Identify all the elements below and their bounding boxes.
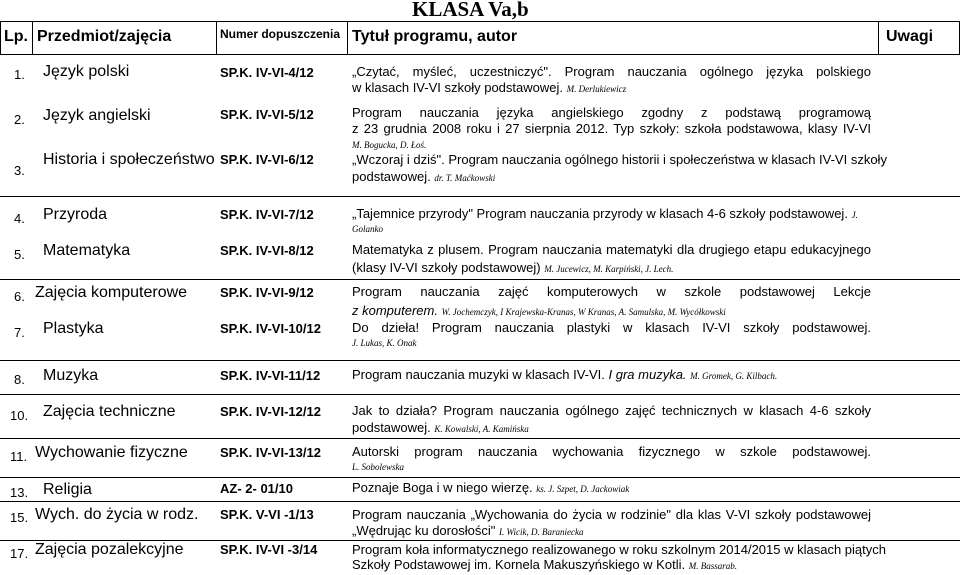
row-subject: Religia <box>43 481 92 498</box>
row-author: M. Gromek, G. Kilbach. <box>690 371 778 381</box>
row-code: SP.K. IV-VI-6/12 <box>220 152 314 167</box>
row-number: 4. <box>14 211 25 226</box>
row-author: K. Kowalski, A. Kamińska <box>434 424 529 434</box>
row-subject: Język angielski <box>43 107 151 124</box>
row-code: SP.K. IV-VI-11/12 <box>220 368 321 383</box>
row-author: M. Jucewicz, M. Karpiński, J. Lech. <box>544 264 674 274</box>
header-divider <box>32 21 33 54</box>
row-number: 17. <box>10 546 29 561</box>
row-number: 2. <box>14 112 25 127</box>
row-code: SP.K. IV-VI -3/14 <box>220 542 318 557</box>
row-subject: Język polski <box>43 63 130 80</box>
row-number: 15. <box>10 510 29 525</box>
row-divider <box>0 477 960 478</box>
row-program-line: „Tajemnice przyrody" Program nauczania przyrody w klasach 4-6 szkoły podstawowej. J. <box>352 206 858 221</box>
row-program-line: z komputerem. W. Jochemczyk, I Krajewska-Kranas, W Kranas, A. Samulska, M. Wycółkowski <box>352 303 726 318</box>
header-top-rule <box>0 21 960 22</box>
row-program-line: Jak to działa? Program nauczania ogólnego zajęć technicznych w klasach 4-6 szkoły <box>352 403 871 418</box>
row-code: SP.K. IV-VI-12/12 <box>220 404 321 419</box>
row-program-line: Program nauczania zajęć komputerowych w szkole podstawowej Lekcje <box>352 284 871 299</box>
header-lp: Lp. <box>4 28 28 45</box>
row-author: Golanko <box>352 224 383 234</box>
row-subject: Zajęcia pozalekcyjne <box>35 541 184 558</box>
row-subject: Wych. do życia w rodz. <box>35 506 199 523</box>
row-author: M. Bassarab. <box>688 561 737 571</box>
row-code: SP.K. IV-VI-4/12 <box>220 65 314 80</box>
row-code: SP.K. IV-VI-5/12 <box>220 107 314 122</box>
row-author: M. Bogucka, D. Łoś. <box>352 140 427 150</box>
row-program-line: (klasy IV-VI szkoły podstawowej) M. Jucewicz, M. Karpiński, J. Lech. <box>352 260 674 275</box>
row-program-line: podstawowej. dr. T. Maćkowski <box>352 169 496 184</box>
row-program-line: Szkoły Podstawowej im. Kornela Makuszyńskiego w Kotli. M. Bassarab. <box>352 557 737 572</box>
header-approval-number: Numer dopuszczenia <box>220 27 341 41</box>
header-notes: Uwagi <box>886 28 934 45</box>
row-author: dr. T. Maćkowski <box>434 173 496 183</box>
row-author: M. Derlukiewicz <box>566 84 627 94</box>
row-divider <box>0 360 960 361</box>
row-divider <box>0 394 960 395</box>
row-code: SP.K. IV-VI-13/12 <box>220 445 321 460</box>
row-number: 3. <box>14 163 25 178</box>
row-divider <box>0 279 960 280</box>
row-divider <box>0 438 960 439</box>
row-program-line: Program nauczania muzyki w klasach IV-VI. I gra muzyka. M. Gromek, G. Kilbach. <box>352 367 778 382</box>
row-program-line: Program nauczania „Wychowania do życia w rodzinie" dla klas V-VI szkoły podstawowej <box>352 507 871 522</box>
row-number: 5. <box>14 247 25 262</box>
row-code: AZ- 2- 01/10 <box>220 481 293 496</box>
row-program-line: Program nauczania języka angielskiego zgodny z podstawą programową <box>352 105 871 120</box>
row-code: SP.K. V-VI -1/13 <box>220 507 314 522</box>
row-number: 11. <box>10 449 28 464</box>
row-author: W. Jochemczyk, I Krajewska-Kranas, W Kranas, A. Samulska, M. Wycółkowski <box>441 307 726 317</box>
row-subject: Plastyka <box>43 320 104 337</box>
row-author: J. Lukas, K. Onak <box>352 338 417 348</box>
row-program-line: Poznaje Boga i w niego wierzę. ks. J. Szpet, D. Jackowiak <box>352 480 630 495</box>
header-bottom-rule <box>0 54 960 55</box>
row-number: 10. <box>10 408 29 423</box>
row-subject: Matematyka <box>43 242 131 259</box>
header-divider <box>347 21 348 54</box>
header-divider <box>216 21 217 54</box>
row-program-line: Do dzieła! Program nauczania plastyki w klasach IV-VI szkoły podstawowej. <box>352 320 871 335</box>
row-number: 1. <box>14 67 25 82</box>
row-author: I. Wicik, D. Baraniecka <box>498 527 584 537</box>
row-code: SP.K. IV-VI-9/12 <box>220 285 314 300</box>
row-program-line: z 23 grudnia 2008 roku i 27 sierpnia 2012. Typ szkoły: szkoła podstawowa, klasy IV-VI <box>352 121 871 136</box>
row-program-line: „Czytać, myśleć, uczestniczyć". Program nauczania ogólnego języka polskiego <box>352 64 871 79</box>
row-code: SP.K. IV-VI-7/12 <box>220 207 314 222</box>
row-number: 13. <box>10 485 29 500</box>
header-subject: Przedmiot/zajęcia <box>37 28 172 45</box>
header-program-title: Tytuł programu, autor <box>352 28 518 45</box>
page-title: KLASA Va,b <box>412 0 529 21</box>
row-subject: Muzyka <box>43 367 99 384</box>
row-author: J. <box>851 210 858 220</box>
row-number: 8. <box>14 372 25 387</box>
row-divider <box>0 501 960 502</box>
row-author: L. Sobolewska <box>352 462 405 472</box>
row-code: SP.K. IV-VI-8/12 <box>220 243 314 258</box>
row-program-line: podstawowej. K. Kowalski, A. Kamińska <box>352 420 529 435</box>
row-code: SP.K. IV-VI-10/12 <box>220 321 321 336</box>
row-subject: Zajęcia techniczne <box>43 403 176 420</box>
row-subject: Przyroda <box>43 206 108 223</box>
header-divider <box>878 21 879 54</box>
row-number: 6. <box>14 289 25 304</box>
row-subject: Historia i społeczeństwo <box>43 151 215 168</box>
row-subject: Zajęcia komputerowe <box>35 284 188 301</box>
row-program-line: Program koła informatycznego realizowanego w roku szkolnym 2014/2015 w klasach piątych <box>352 542 886 557</box>
row-author: ks. J. Szpet, D. Jackowiak <box>536 484 630 494</box>
row-subject: Wychowanie fizyczne <box>35 444 188 461</box>
row-number: 7. <box>14 325 25 340</box>
row-program-line: „Wędrując ku dorosłości" I. Wicik, D. Baraniecka <box>352 523 584 538</box>
row-program-line: Matematyka z plusem. Program nauczania matematyki dla drugiego etapu edukacyjnego <box>352 242 871 257</box>
header-divider <box>0 21 1 54</box>
row-program-line: „Wczoraj i dziś". Program nauczania ogólnego historii i społeczeństwa w klasach IV-VI szkoły <box>352 152 887 167</box>
row-program-line: w klasach IV-VI szkoły podstawowej. M. Derlukiewicz <box>352 80 627 95</box>
row-program-line: Autorski program nauczania wychowania fizycznego w szkole podstawowej. <box>352 444 871 459</box>
row-divider <box>0 196 960 197</box>
